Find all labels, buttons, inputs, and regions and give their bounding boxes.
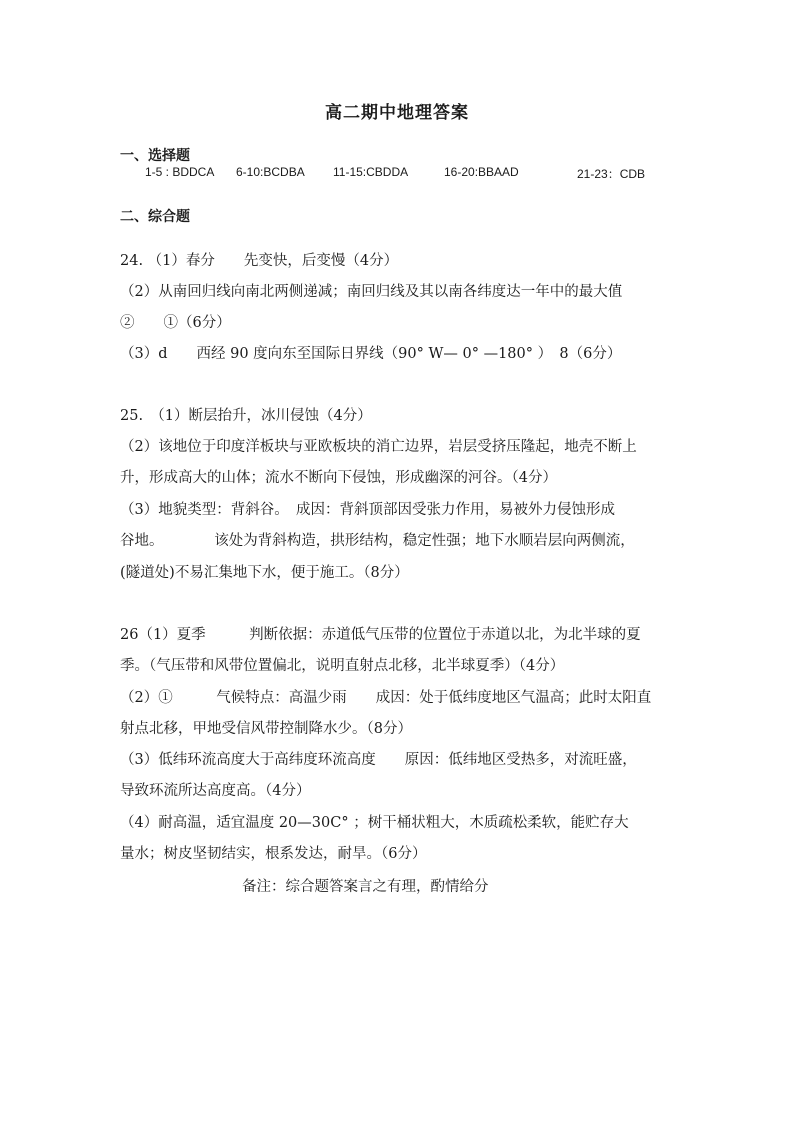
choice-answer-group: 16-20:BBAAD [444,165,519,179]
section-heading-choice: 一、选择题 [120,148,190,164]
answer-line-q26: 26（1）夏季 判断依据：赤道低气压带的位置位于赤道以北，为北半球的夏 [120,627,641,643]
answer-line-q24: （3）d 西经 90 度向东至国际日界线（90° W— 0° —180° ） 8（6分） [120,346,622,362]
answer-line-q26: （2）① 气候特点：高温少雨 成因：处于低纬度地区气温高；此时太阳直 [120,690,652,706]
page-title: 高二期中地理答案 [325,103,469,123]
choice-answers-row [0,165,794,183]
grading-note: 备注：综合题答案言之有理，酌情给分 [242,879,489,895]
answer-line-q26: （4）耐高温，适宜温度 20—30C° ；树干桶状粗大，木质疏松柔软，能贮存大 [120,815,629,831]
answer-line-q24: 24. （1）春分 先变快，后变慢（4分） [120,253,399,269]
answer-line-q25: （2）该地位于印度洋板块与亚欧板块的消亡边界，岩层受挤压隆起，地壳不断上 [120,439,637,455]
answer-line-q26: 季。（气压带和风带位置偏北，说明直射点北移，北半球夏季）（4分） [120,658,565,674]
answer-line-q25: (隧道处)不易汇集地下水，便于施工。（8分） [120,565,409,581]
choice-answer-group: 1-5 : BDDCA [145,165,215,179]
answer-line-q25: （3）地貌类型：背斜谷。 成因：背斜顶部因受张力作用，易被外力侵蚀形成 [120,502,615,518]
answer-line-q26: 导致环流所达高度高。（4分） [120,783,311,799]
answer-line-q25: 25. （1）断层抬升，冰川侵蚀（4分） [120,408,372,424]
section-heading-comprehensive: 二、综合题 [120,209,190,225]
choice-answer-group: 6-10:BCDBA [236,165,305,179]
answer-line-q26: 射点北移，甲地受信风带控制降水少。（8分） [120,721,412,737]
choice-answer-group: 21-23：CDB [577,167,646,181]
answer-line-q25: 谷地。 该处为背斜构造，拱形结构，稳定性强；地下水顺岩层向两侧流， [120,533,635,549]
answer-line-q25: 升，形成高大的山体；流水不断向下侵蚀，形成幽深的河谷。（4分） [120,470,557,486]
answer-line-q26: 量水；树皮坚韧结实，根系发达，耐旱。（6分） [120,846,427,862]
answer-line-q24: ② ①（6分） [120,315,231,331]
choice-answer-group: 11-15:CBDDA [333,165,409,179]
answer-line-q26: （3）低纬环流高度大于高纬度环流高度 原因：低纬地区受热多，对流旺盛， [120,752,637,768]
answer-line-q24: （2）从南回归线向南北两侧递减；南回归线及其以南各纬度达一年中的最大值 [120,284,623,300]
